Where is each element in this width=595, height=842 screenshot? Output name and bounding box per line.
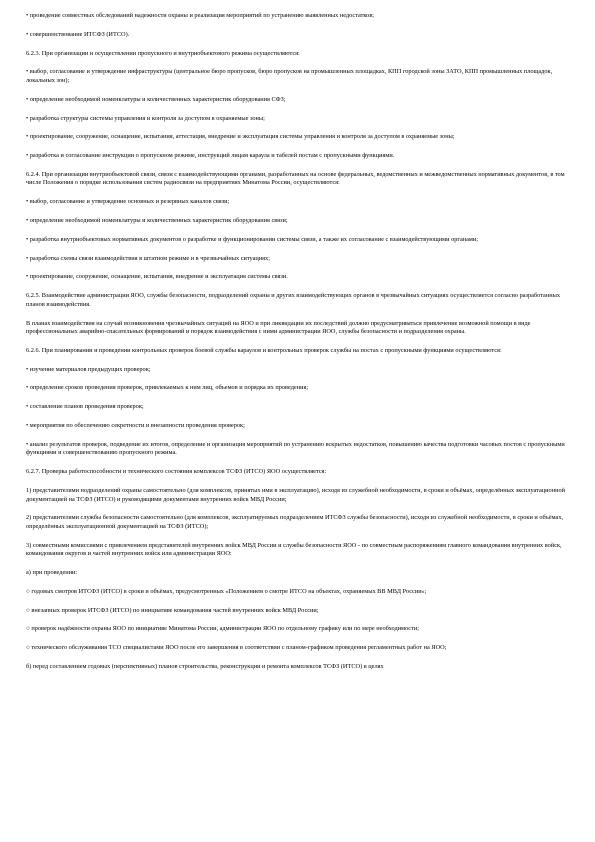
section-6-2-4-heading: 6.2.4. При организации внутриобъектовой связи, связи с взаимодействующими органами, разработанных на основе федеральных, ведомственных и межведомственных нормативных документов, в том числе Положения о порядке использования систем радиосвязи на предприятиях Минатома России, осуществляются: xyxy=(26,170,565,187)
item-b-before-plans: б) перед составлением годовых (перспективных) планов строительства, реконструкции и ремонта комплексов ТСФЗ (ИТСО) в целях xyxy=(26,662,384,670)
bullet-inspection-analysis: • анализ результатов проверок, подведение их итогов, определение и организация мероприятий по устранению вскрытых недостатков, повышению качества подготовки часовых постов с пропускными функциями и совершенствованию пропускного режима. xyxy=(26,440,565,457)
item-1-guard-units: 1) представителями подразделений охраны самостоятельно (для комплексов, принятых ими в эксплуатацию), исходя из служебной необходимости, в сроки и объёмах, определённых эксплуатационной документацией на ТСФЗ (ИТСО) и руководящими документами внутренних войск МВД России; xyxy=(26,486,565,503)
section-6-2-3-heading: 6.2.3. При организации и осуществлении пропускного и внутриобъектового режима осуществляются: xyxy=(26,49,300,57)
bullet-access-control-structure: • разработка структуры системы управления и контроля за доступом в охраняемые зоны; xyxy=(26,114,265,122)
item-a-during: а) при проведении: xyxy=(26,569,78,577)
bullet-access-instructions: • разработка и согласование инструкции о пропускном режиме, инструкций лицам караула и табелей постам с пропускными функциями. xyxy=(26,152,395,160)
bullet-infrastructure-selection: • выбор, согласование и утверждение инфраструктуры (центральное бюро пропусков, бюро пропусков на промышленных площадках, КПП городской зоны ЗАТО, КПП промышленных площадок, локальных зон); xyxy=(26,68,553,84)
section-6-2-6-heading: 6.2.6. При планировании и проведении контрольных проверок боевой службы караулов и контрольных проверок службы на постах с пропускными функциями осуществляются: xyxy=(26,346,502,354)
bullet-communication-equipment: • определение необходимой номенклатуры и количественных характеристик оборудования связи; xyxy=(26,217,288,224)
subitem-reliability-checks: ○ проверок надёжности охраны ЯОО по инициативе Минатома России, администрации ЯОО по отдельному графику или по мере необходимости; xyxy=(26,625,419,633)
bullet-improve-itsfz: • совершенствование ИТСФЗ (ИТСО). xyxy=(26,30,130,38)
bullet-joint-inspections: • проведение совместных обследований надежности охраны и реализация мероприятий по устранению выявленных недостатков; xyxy=(26,12,375,19)
bullet-communication-documents: • разработка внутриобъектовых нормативных документов о разработке и функционировании системы связи, а также их согласование с взаимодействующими органами; xyxy=(26,235,479,243)
bullet-inspection-secrecy: • мероприятия по обеспечению секретности и внезапности проведения проверок; xyxy=(26,422,245,429)
bullet-study-materials: • изучение материалов предыдущих проверок; xyxy=(26,365,151,373)
bullet-communication-scheme: • разработка схемы связи взаимодействия в штатном режиме и в чрезвычайных ситуациях; xyxy=(26,254,270,262)
section-6-2-7-heading: 6.2.7. Проверка работоспособности и технического состояния комплексов ТСФЗ (ИТСО) ЯОО осуществляется: xyxy=(26,468,327,476)
item-2-security-service: 2) представителями службы безопасности самостоятельно (для комплексов, эксплуатируемых подразделением ИТСФЗ службы безопасности), исходя из служебной необходимости, в сроки и объёмах, определённых эксплуатационной документацией на ТСФЗ (ИТСО); xyxy=(26,514,564,530)
subitem-annual-reviews: ○ годовых смотров ИТСФЗ (ИТСО) в сроки и объёмах, предусмотренных «Положением о смотре ИТСО на объектах, охраняемых ВВ МВД России»; xyxy=(26,587,427,595)
item-3-joint-commissions: 3) совместными комиссиями с привлечением представителей внутренних войск МВД России и службы безопасности ЯОО - по совместным распоряжениям главного командования внутренних войск, командования округов и частей внутренних войск или администрации ЯОО: xyxy=(26,541,562,558)
emergency-plans-paragraph: В планах взаимодействия на случай возникновения чрезвычайных ситуаций на ЯОО и при ликвидации их последствий должно предусматриваться привлечение возможной помощи в виде профессиональных аварийно-спасательных формирований и порядок взаимодействия с ними администрации ЯОО, службы безопасности и подразделения охраны. xyxy=(26,319,531,336)
section-6-2-5-paragraph: 6.2.5. Взаимодействие администрации ЯОО, службы безопасности, подразделений охраны и других взаимодействующих органов в чрезвычайных ситуациях осуществляется согласно разработанных планов взаимодействия. xyxy=(26,292,560,308)
subitem-maintenance: ○ технического обслуживания ТСО специалистами ЯОО после его завершения в соответствии с планом-графиком проведения регламентных работ на ЯОО; xyxy=(26,644,447,652)
bullet-inspection-schedule: • определение сроков проведения проверок, привлекаемых к ним лиц, объемов и порядка их проведения; xyxy=(26,384,309,392)
bullet-sfz-equipment: • определение необходимой номенклатуры и количественных характеристик оборудования СФЗ; xyxy=(26,95,286,103)
subitem-sudden-checks: ○ внезапных проверок ИТСФЗ (ИТСО) по инициативе командования частей внутренних войск МВД России; xyxy=(26,606,319,614)
bullet-access-control-design: • проектирование, сооружение, оснащение, испытания, аттестация, внедрение и эксплуатация системы управления и контроля за доступом в охраняемые зоны; xyxy=(26,133,455,141)
bullet-communication-design: • проектирование, сооружение, оснащение, испытания, внедрение и эксплуатация системы связи. xyxy=(26,273,288,281)
bullet-inspection-plans: • составление планов проведения проверок; xyxy=(26,403,144,411)
document-page xyxy=(26,12,571,682)
bullet-communication-channels: • выбор, согласование и утверждение основных и резервных каналов связи; xyxy=(26,198,230,206)
